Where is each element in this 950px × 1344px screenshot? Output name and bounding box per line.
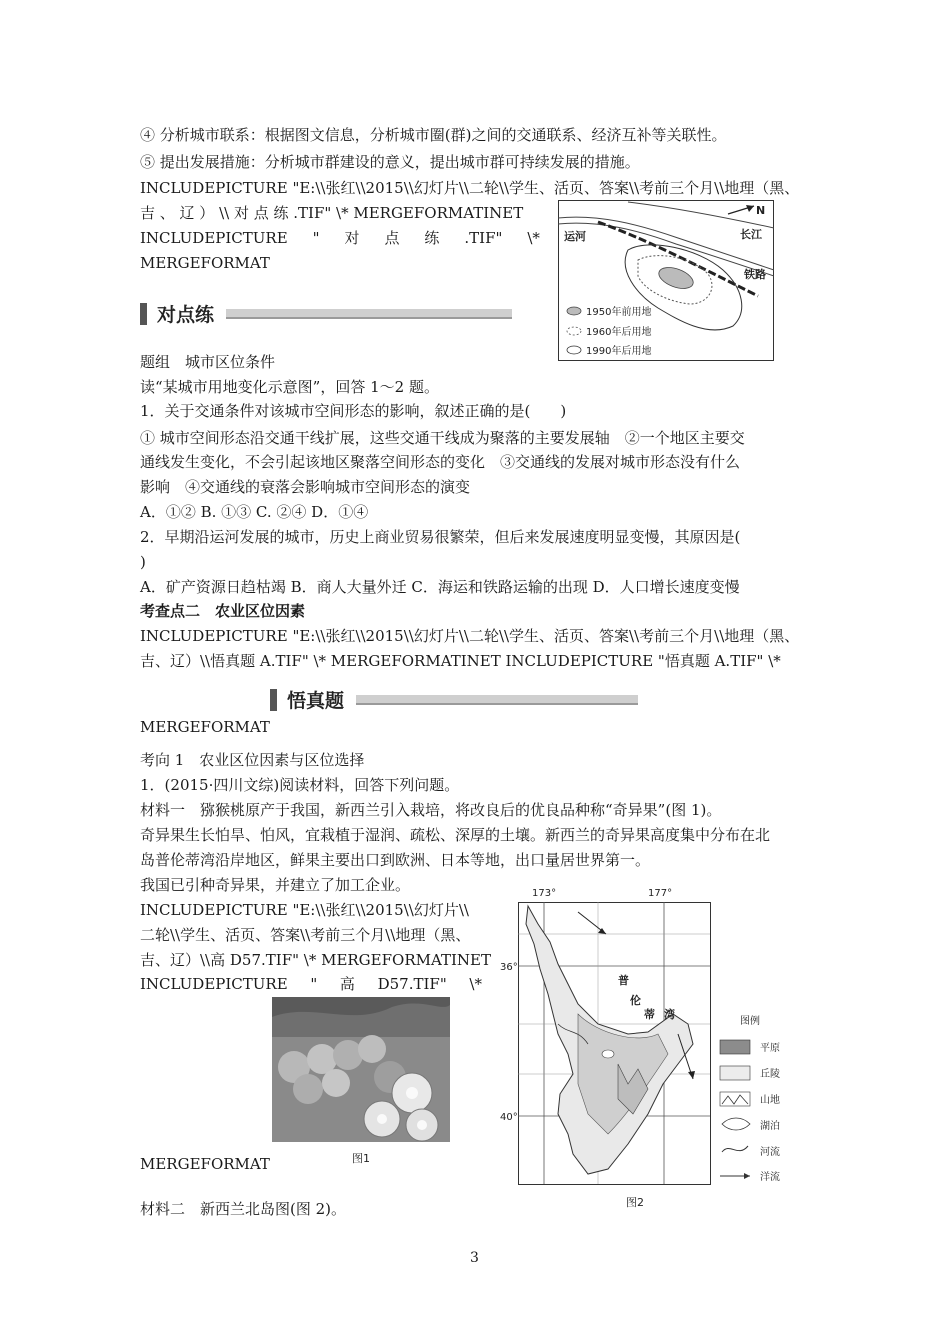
text-line xyxy=(140,974,482,994)
north-label: N xyxy=(756,204,766,217)
text-line: ① 城市空间形态沿交通干线扩展，这些交通干线成为聚落的主要发展轴 ②一个地区主要交 xyxy=(140,429,745,447)
section-bar xyxy=(270,689,277,711)
bay-char-4: 湾 xyxy=(664,1008,675,1021)
railway-label: 铁路 xyxy=(744,268,766,281)
section-rule xyxy=(226,309,512,319)
text-line: MERGEFORMAT xyxy=(140,1155,270,1173)
legend-swatch-1950 xyxy=(567,307,581,315)
text-line: 吉、辽）\\悟真题 A.TIF" \* MERGEFORMATINET INCLUDEPICTURE "悟真题 A.TIF" \* xyxy=(140,652,781,670)
word: " xyxy=(312,229,320,247)
heading-kaochadian-2: 考查点二 农业区位因素 xyxy=(140,602,306,620)
lon-173-label: 173° xyxy=(532,888,557,899)
legend-river: 河流 xyxy=(760,1147,780,1158)
text-line: MERGEFORMAT xyxy=(140,254,270,272)
text-line: ⑤ 提出发展措施：分析城市群建设的意义，提出城市群可持续发展的措施。 xyxy=(140,153,640,171)
text-line: ④ 分析城市联系：根据图文信息，分析城市圈(群)之间的交通联系、经济互补等关联性。 xyxy=(140,126,727,144)
text-line: 我国已引种奇异果，并建立了加工企业。 xyxy=(140,876,411,894)
section-title: 对点练 xyxy=(157,304,215,326)
legend-1990: 1990年后用地 xyxy=(586,346,652,357)
legend-swatch-plain xyxy=(720,1040,750,1054)
text-line: INCLUDEPICTURE "E:\\张红\\2015\\幻灯片\\ xyxy=(140,901,469,919)
legend-lake: 湖泊 xyxy=(760,1121,780,1132)
answer-options-1: A．①② B. ①③ C. ②④ D．①④ xyxy=(140,503,369,521)
section-bar xyxy=(140,303,147,325)
word: .TIF" xyxy=(464,229,503,247)
north-island-map xyxy=(498,884,798,1198)
text-line: 吉 、 辽 ） \\ 对 点 练 .TIF" \* MERGEFORMATINET xyxy=(140,204,524,222)
question-2: 2．早期沿运河发展的城市，历史上商业贸易很繁荣，但后来发展速度明显变慢，其原因是( xyxy=(140,528,741,546)
word: INCLUDEPICTURE xyxy=(140,975,288,993)
text-line: MERGEFORMAT xyxy=(140,718,270,736)
word: " xyxy=(310,975,318,993)
canal-label: 运河 xyxy=(564,230,586,243)
text-line: INCLUDEPICTURE "E:\\张红\\2015\\幻灯片\\二轮\\学生、活页、答案\\考前三个月\\地理（黑、 xyxy=(140,179,800,197)
text-line: 奇异果生长怕旱、怕风，宜栽植于湿润、疏松、深厚的土壤。新西兰的奇异果高度集中分布在北 xyxy=(140,826,771,844)
kiwi-fruit-photo xyxy=(272,997,450,1146)
answer-options-2: A．矿产资源日趋枯竭 B．商人大量外迁 C．海运和铁路运输的出现 D．人口增长速度变慢 xyxy=(140,578,740,596)
lat-40-label: 40° xyxy=(500,1112,518,1123)
legend-1950: 1950年前用地 xyxy=(586,307,652,318)
word: \* xyxy=(527,229,540,247)
river-label: 长江 xyxy=(740,228,762,241)
legend-plain: 平原 xyxy=(760,1043,780,1054)
question-1: 1．关于交通条件对该城市空间形态的影响，叙述正确的是( ) xyxy=(140,402,567,420)
text-line: 通线发生变化，不会引起该地区聚落空间形态的变化 ③交通线的发展对城市形态没有什么 xyxy=(140,453,741,471)
text-line: INCLUDEPICTURE "E:\\张红\\2015\\幻灯片\\二轮\\学生、活页、答案\\考前三个月\\地理（黑、 xyxy=(140,627,800,645)
legend-1960: 1960年后用地 xyxy=(586,327,652,338)
legend-current: 洋流 xyxy=(760,1172,780,1183)
text-line: ) xyxy=(140,553,146,571)
page-number: 3 xyxy=(470,1250,479,1266)
legend-swatch-river xyxy=(722,1146,748,1152)
heading-kaoxiang-1: 考向 1 农业区位因素与区位选择 xyxy=(140,751,365,769)
legend-title: 图例 xyxy=(740,1016,760,1027)
lon-177-label: 177° xyxy=(648,888,673,899)
section-header-duidianlian xyxy=(140,300,512,327)
text-line: 吉、辽）\\高 D57.TIF" \* MERGEFORMATINET xyxy=(140,951,491,969)
text-line: 二轮\\学生、活页、答案\\考前三个月\\地理（黑、 xyxy=(140,926,471,944)
legend-swatch-hill xyxy=(720,1066,750,1080)
text-line: 读“某城市用地变化示意图”，回答 1～2 题。 xyxy=(140,378,439,396)
text-line: 影响 ④交通线的衰落会影响城市空间形态的演变 xyxy=(140,478,471,496)
word: 点 xyxy=(384,229,400,247)
section-title: 悟真题 xyxy=(287,690,345,712)
group-title: 题组 城市区位条件 xyxy=(140,353,276,371)
figure-1-caption: 图1 xyxy=(352,1152,370,1165)
lat-36-label: 36° xyxy=(500,962,518,973)
text-line: 岛普伦蒂湾沿岸地区，鲜果主要出口到欧洲、日本等地，出口量居世界第一。 xyxy=(140,851,651,869)
legend-hill: 丘陵 xyxy=(760,1069,780,1080)
question-1-intro: 1．(2015·四川文综)阅读材料，回答下列问题。 xyxy=(140,776,460,794)
text-line: 材料一 猕猴桃原产于我国，新西兰引入栽培，将改良后的优良品种称“奇异果”(图 1)。 xyxy=(140,801,722,819)
text-line xyxy=(140,228,540,248)
figure-2-caption: 图2 xyxy=(626,1196,644,1209)
word: INCLUDEPICTURE xyxy=(140,229,288,247)
legend-swatch-mountain xyxy=(720,1092,750,1106)
bay-char-2: 伦 xyxy=(630,994,641,1007)
legend-swatch-lake xyxy=(722,1118,750,1130)
bay-char-3: 蒂 xyxy=(644,1008,655,1021)
word: 练 xyxy=(424,229,440,247)
word: 高 xyxy=(339,975,355,993)
word: \* xyxy=(469,975,482,993)
bay-char-1: 普 xyxy=(618,974,629,987)
section-header-wuzhenti xyxy=(270,686,638,713)
city-land-use-map xyxy=(558,200,774,365)
word: D57.TIF" xyxy=(377,975,447,993)
word: 对 xyxy=(344,229,360,247)
section-rule xyxy=(356,695,638,705)
text-line: 材料二 新西兰北岛图(图 2)。 xyxy=(140,1200,347,1218)
legend-mountain: 山地 xyxy=(760,1095,780,1106)
